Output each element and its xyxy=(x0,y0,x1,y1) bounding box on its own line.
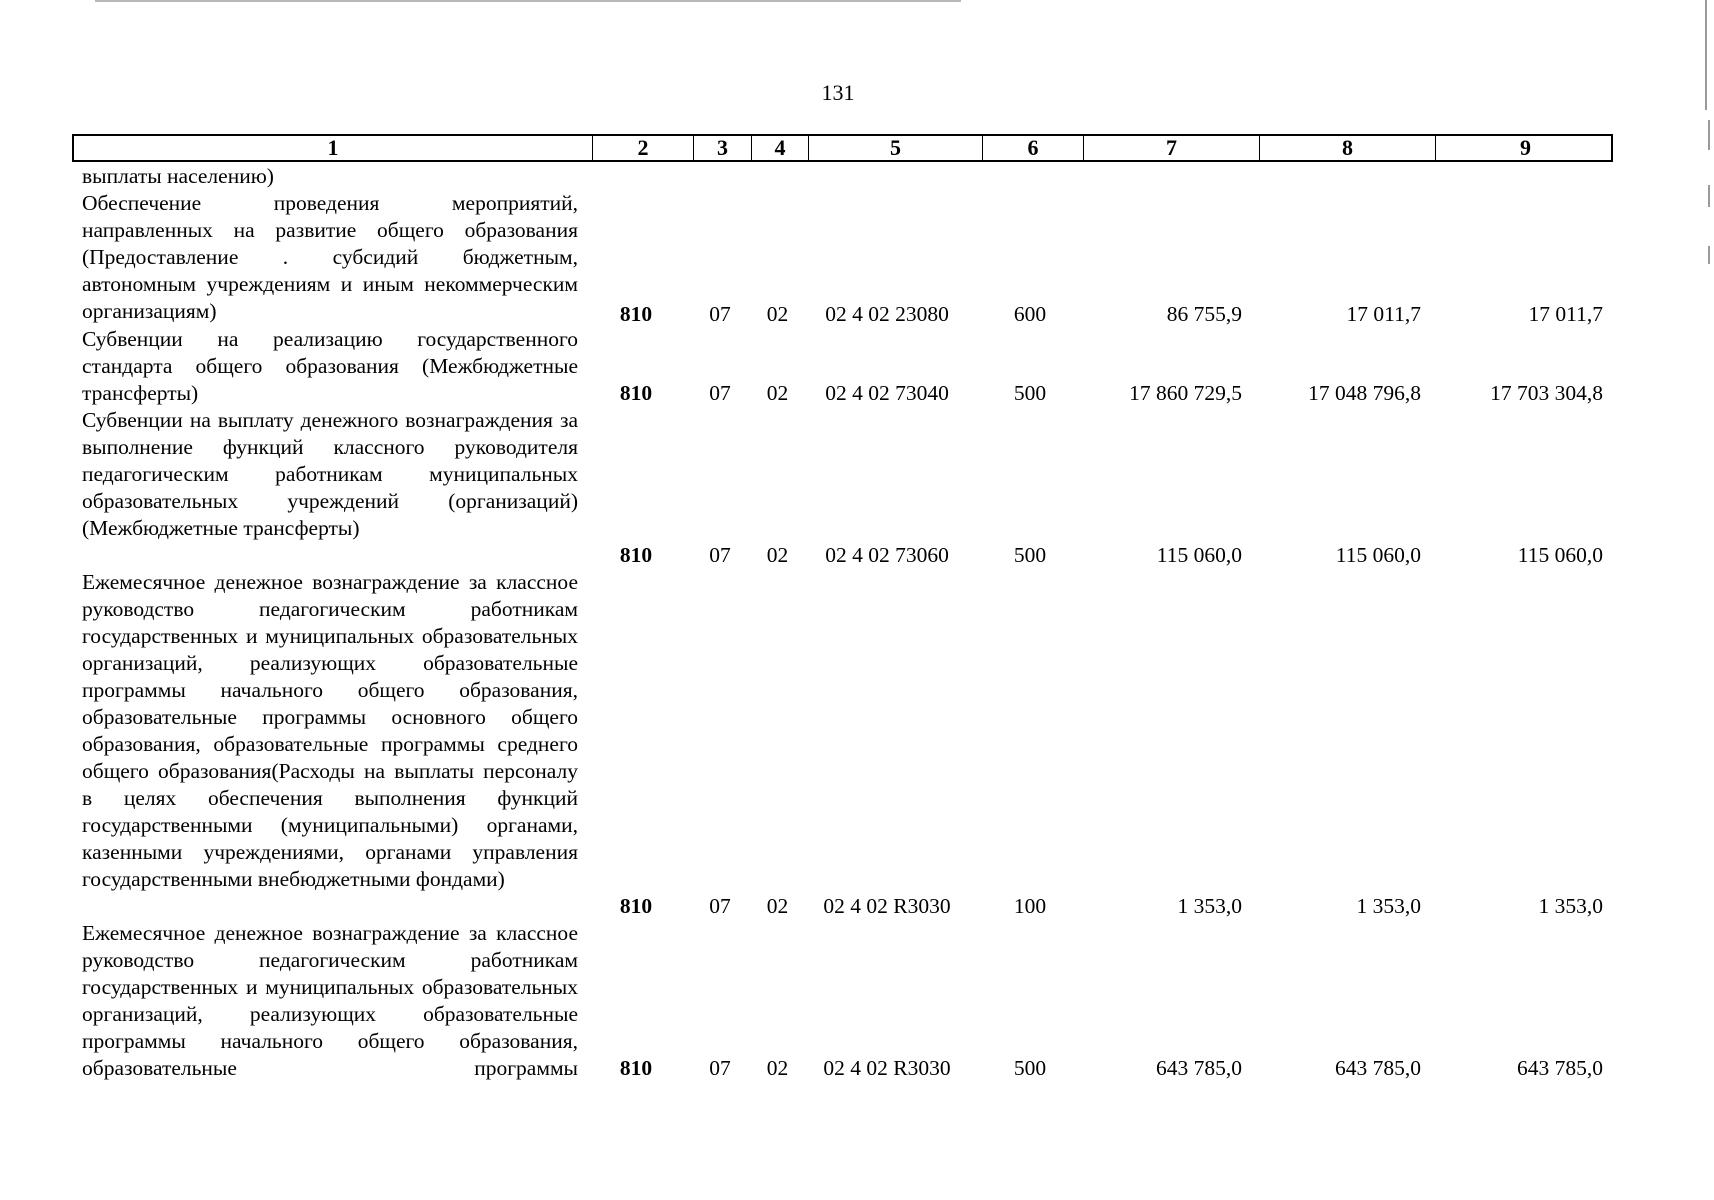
header-col-3: 3 xyxy=(693,136,751,160)
cell-amount-col7: 17 860 729,5 xyxy=(1129,381,1242,405)
cell-target-article: 02 4 02 R3030 xyxy=(823,894,951,918)
header-col-5: 5 xyxy=(808,136,982,160)
cell-amount-col9: 17 703 304,8 xyxy=(1490,381,1603,405)
header-col-6: 6 xyxy=(982,136,1083,160)
row-description: Субвенции на реализацию государственного стандарта общего образования (Межбюджетные трансферты) xyxy=(82,327,578,405)
cell-amount-col8: 115 060,0 xyxy=(1335,543,1421,567)
cell-section: 07 xyxy=(709,1056,731,1080)
cell-dept-code: 810 xyxy=(619,543,653,567)
cell-target-article: 02 4 02 R3030 xyxy=(823,1056,951,1080)
cell-target-article: 02 4 02 23080 xyxy=(825,302,949,326)
cell-amount-col7: 86 755,9 xyxy=(1166,302,1242,326)
cell-section: 07 xyxy=(709,543,731,567)
header-col-1: 1 xyxy=(327,135,339,160)
cell-subsection: 02 xyxy=(766,381,789,405)
row-description: Обеспечение проведения мероприятий, направленных на развитие общего образования (Предоставление . субсидий бюджетным, автономным учреждениям и иным некоммерческим организациям) xyxy=(82,191,578,323)
header-col-8: 8 xyxy=(1259,136,1435,160)
cell-amount-col9: 17 011,7 xyxy=(1528,302,1603,326)
cell-section: 07 xyxy=(709,894,731,918)
cell-subsection: 02 xyxy=(766,894,789,918)
header-col-9: 9 xyxy=(1435,136,1615,160)
cell-subsection: 02 xyxy=(766,302,789,326)
cell-dept-code: 810 xyxy=(619,894,653,918)
cell-target-article: 02 4 02 73060 xyxy=(825,543,949,567)
cell-subsection: 02 xyxy=(766,1056,789,1080)
cell-section: 07 xyxy=(709,381,731,405)
header-col-7: 7 xyxy=(1083,136,1259,160)
cell-section: 07 xyxy=(709,302,731,326)
cell-dept-code: 810 xyxy=(619,1056,653,1080)
row-description: Ежемесячное денежное вознаграждение за классное руководство педагогическим работникам государственных и муниципальных образовательных организаций, реализующих образовательные программы начального общего образования, образовательные программы основного общего образования, образовательные программы среднего общего образования(Расходы на выплаты персоналу в целях обеспечения выполнения функций государственными (муниципальными) органами, казенными учреждениями, органами управления государственными внебюджетными фондами) xyxy=(82,570,578,891)
cell-expense-type: 500 xyxy=(1013,381,1047,405)
scan-edge-mark xyxy=(1708,120,1710,150)
row-description: Ежемесячное денежное вознаграждение за классное руководство педагогическим работникам государственных и муниципальных образовательных организаций, реализующих образовательные программы начального общего образования, образовательные программы xyxy=(82,921,578,1080)
header-col-4: 4 xyxy=(751,136,808,160)
cell-amount-col8: 1 353,0 xyxy=(1356,894,1421,918)
header-col-2: 2 xyxy=(592,136,693,160)
cell-dept-code: 810 xyxy=(619,302,653,326)
scan-edge-mark xyxy=(1708,185,1710,207)
cell-target-article: 02 4 02 73040 xyxy=(825,381,949,405)
scan-edge-mark xyxy=(1708,246,1710,264)
cell-expense-type: 600 xyxy=(1013,302,1047,326)
row-description: выплаты населению) xyxy=(82,164,274,188)
cell-expense-type: 500 xyxy=(1013,1056,1047,1080)
cell-amount-col7: 115 060,0 xyxy=(1156,543,1242,567)
row-description: Субвенции на выплату денежного вознаграждения за выполнение функций классного руководителя педагогическим работникам муниципальных образовательных учреждений (организаций) (Межбюджетные трансферты) xyxy=(82,408,578,540)
scan-edge-mark xyxy=(1705,0,1707,110)
cell-amount-col7: 643 785,0 xyxy=(1156,1056,1242,1080)
cell-expense-type: 500 xyxy=(1013,543,1047,567)
cell-amount-col8: 643 785,0 xyxy=(1335,1056,1421,1080)
cell-amount-col7: 1 353,0 xyxy=(1177,894,1242,918)
scan-top-rule xyxy=(95,0,961,2)
page-number: 131 xyxy=(821,80,855,105)
cell-expense-type: 100 xyxy=(1013,894,1047,918)
cell-amount-col8: 17 048 796,8 xyxy=(1308,381,1421,405)
cell-amount-col9: 1 353,0 xyxy=(1538,894,1603,918)
cell-amount-col9: 115 060,0 xyxy=(1517,543,1603,567)
cell-dept-code: 810 xyxy=(619,381,653,405)
table-header xyxy=(72,134,1613,162)
cell-amount-col8: 17 011,7 xyxy=(1346,302,1421,326)
cell-subsection: 02 xyxy=(766,543,789,567)
cell-amount-col9: 643 785,0 xyxy=(1517,1056,1603,1080)
